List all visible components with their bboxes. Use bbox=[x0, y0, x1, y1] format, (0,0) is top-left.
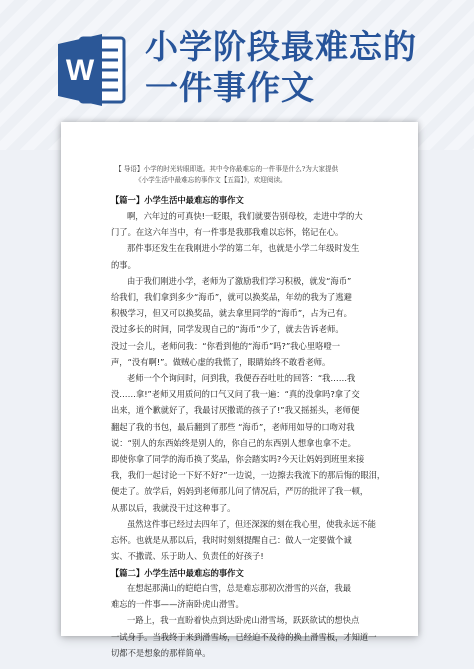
text-line: 出来，道个歉就好了，我最讨厌撒谎的孩子了!”我又摇摇头，老师便 bbox=[111, 405, 360, 416]
text-line: 在想起那满山的皑皑白雪，总是难忘那初次滑雪的兴奋，我最 bbox=[127, 583, 352, 593]
text-line: 即使你拿了同学的海币换了奖品，你会踏实吗?今天让妈妈到班里来接 bbox=[111, 454, 365, 465]
text-line: 没过多长的时间，同学发现自己的“海币”少了，就去告诉老师。 bbox=[111, 324, 344, 335]
text-line: 由于我们刚进小学，老师为了激励我们学习积极，就发“海币” bbox=[127, 275, 352, 286]
title-line-1: 小学阶段最难忘的 bbox=[145, 27, 417, 66]
section-1-title: 【篇一】小学生活中最难忘的事作文 bbox=[111, 195, 244, 205]
text-line: 声，“没有啊!”。做贼心虚的我慌了，眼睛始终不敢看老师。 bbox=[111, 356, 331, 367]
text-line: 虽然这件事已经过去四年了，但还深深的刻在我心里，使我永远不能 bbox=[127, 518, 376, 529]
text-line: 翻起了我的书包，最后翻到了那些 “海币”，老师用如导的口吻对我 bbox=[111, 421, 355, 432]
text-line: 实、不撒谎、乐于助人、负责任的好孩子! bbox=[111, 551, 264, 562]
text-line: 我，我们一起讨论一下好不好?”一边说，一边擦去我流下的那后悔的眼泪， bbox=[111, 470, 386, 481]
guide-line: 【 导语】小学的时光转眼即逝。其中令你最难忘的一件事是什么?为大家提供 bbox=[115, 165, 339, 173]
document-page bbox=[61, 122, 418, 658]
section-2-title: 【篇二】小学生活中最难忘的事作文 bbox=[111, 568, 244, 578]
page-title bbox=[145, 26, 465, 108]
text-line: 门了。在这六年当中，有一件事是我那我难以忘怀，铭记在心。 bbox=[111, 227, 344, 238]
text-line: 说：“别人的东西始终是别人的，你自己的东西别人想拿也拿不走。 bbox=[111, 437, 356, 448]
text-line: 给我们，我们拿到多少“海币”，就可以换奖品，年幼的我为了逃避 bbox=[111, 292, 352, 303]
text-line: 啊，六年过的可真快!一眨眼，我们就要告别母校，走进中学的大 bbox=[127, 211, 363, 221]
text-line: 从那以后，我就没干过这种事了。 bbox=[111, 502, 236, 513]
text-line: 一试身手。当我终于来到滑雪场，已经迫不及待的换上滑雪板，才知道一 bbox=[111, 631, 377, 642]
text-line: 切都不是想象的那样简单。 bbox=[111, 647, 211, 658]
section-2-body bbox=[111, 580, 377, 661]
text-line: 一路上，我一直盼着快点到达卧虎山滑雪场，跃跃欲试的想快点 bbox=[127, 615, 360, 626]
text-line: 的事。 bbox=[111, 259, 136, 270]
text-line: 没过一会儿，老师问我：“你看到他的“海币”吗?”我心里咯噔一 bbox=[111, 340, 341, 351]
section-1-body bbox=[111, 208, 386, 564]
text-line: 没……拿!”老师又用质问的口气又问了我一遍：“真的没拿吗?拿了交 bbox=[111, 389, 360, 400]
title-line-2: 一件事作文 bbox=[145, 68, 315, 107]
text-line: 忘怀。也就是从那以后，我时时刻刻提醒自己：做人一定要做个诚 bbox=[111, 535, 352, 546]
text-line: 积极学习，但又可以换奖品，就去拿里同学的“海币”，占为己有。 bbox=[111, 308, 352, 319]
word-icon bbox=[58, 30, 126, 110]
text-line: 老师一个个询问时，问到我，我便吞吞吐吐的回答：“我……我 bbox=[127, 373, 356, 384]
text-line: 难忘的一件事——济南卧虎山滑雪。 bbox=[111, 599, 244, 610]
guide-paragraph bbox=[115, 164, 375, 186]
text-line: 便走了。放学后，妈妈到老师那儿问了情况后，严厉的批评了我一顿， bbox=[111, 486, 369, 497]
text-line: 那件事还发生在我刚进小学的第二年，也就是小学二年级时发生 bbox=[127, 243, 360, 254]
guide-line: 《小学生活中最难忘的事作文【五篇】》，欢迎阅读。 bbox=[135, 176, 287, 184]
word-logo-letter: W bbox=[65, 54, 95, 87]
